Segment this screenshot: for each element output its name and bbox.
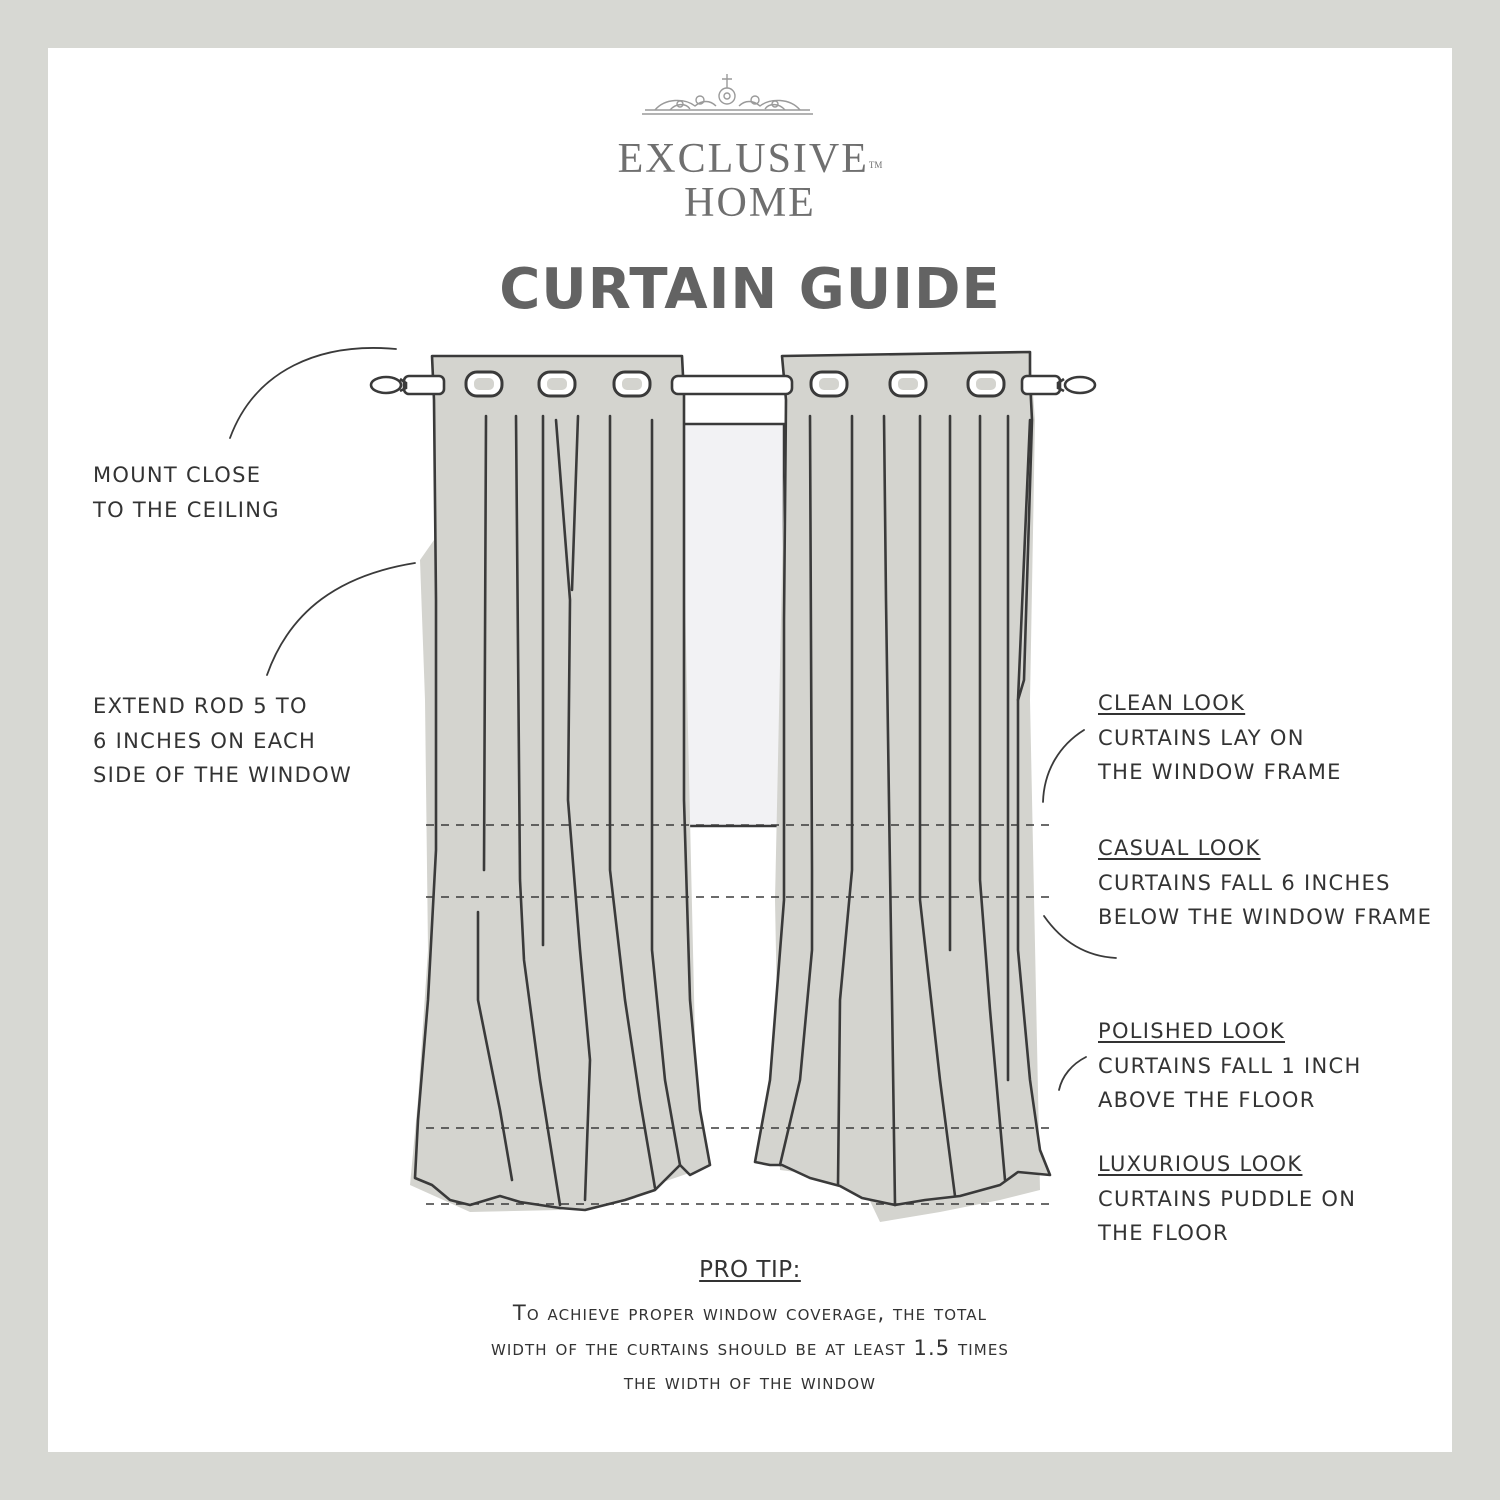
- callout-polished: [1098, 1014, 1362, 1118]
- pro-tip-line3: the width of the window: [623, 1370, 877, 1394]
- callout-extend-line2: 6 INCHES ON EACH: [93, 728, 317, 753]
- leader-clean: [1043, 730, 1084, 802]
- callout-casual-line2: BELOW THE WINDOW FRAME: [1098, 905, 1433, 929]
- pro-tip-line2: width of the curtains should be at least 1.5 times: [490, 1335, 1010, 1360]
- right-curtain: [755, 352, 1050, 1205]
- callout-extend-line3: SIDE OF THE WINDOW: [93, 763, 353, 787]
- leader-mount: [230, 348, 396, 438]
- page-title: CURTAIN GUIDE: [499, 257, 1001, 322]
- callout-clean-line2: THE WINDOW FRAME: [1098, 760, 1342, 784]
- callout-extend-line1: EXTEND ROD 5 TO: [93, 694, 308, 718]
- callout-extend: [93, 689, 352, 793]
- pro-tip-body: [350, 1296, 1150, 1400]
- callout-clean-line1: CURTAINS LAY ON: [1098, 725, 1305, 750]
- callout-casual-line1: CURTAINS FALL 6 INCHES: [1098, 870, 1391, 895]
- brand-word-exclusive: EXCLUSIVE: [617, 136, 869, 182]
- leader-polished: [1059, 1057, 1086, 1090]
- callout-luxurious-line2: THE FLOOR: [1098, 1221, 1229, 1245]
- left-curtain: [415, 356, 710, 1210]
- callout-casual-heading: CASUAL LOOK: [1098, 836, 1261, 860]
- brand-name-line2: HOME: [684, 180, 816, 226]
- callout-mount-line1: MOUNT CLOSE: [93, 463, 262, 487]
- callout-mount-line2: TO THE CEILING: [93, 497, 280, 522]
- trademark-mark: TM: [868, 160, 883, 170]
- callout-mount: [93, 458, 280, 527]
- callout-polished-heading: POLISHED LOOK: [1098, 1019, 1286, 1043]
- callout-polished-line2: ABOVE THE FLOOR: [1098, 1088, 1316, 1112]
- window-pane: [682, 424, 784, 826]
- rod-finial-right: [1065, 377, 1095, 393]
- callout-clean-heading: CLEAN LOOK: [1098, 691, 1246, 715]
- pro-tip-line1: To achieve proper window coverage, the total: [512, 1301, 988, 1325]
- callout-luxurious-heading: LUXURIOUS LOOK: [1098, 1152, 1303, 1176]
- callout-clean: [1098, 686, 1342, 790]
- callout-luxurious: [1098, 1147, 1356, 1251]
- callout-polished-line1: CURTAINS FALL 1 INCH: [1098, 1053, 1362, 1078]
- callout-casual: [1098, 831, 1432, 935]
- callout-luxurious-line1: CURTAINS PUDDLE ON: [1098, 1186, 1357, 1211]
- rod-finial-left: [371, 377, 401, 393]
- pro-tip-heading: PRO TIP:: [699, 1257, 801, 1283]
- leader-extend: [267, 563, 415, 675]
